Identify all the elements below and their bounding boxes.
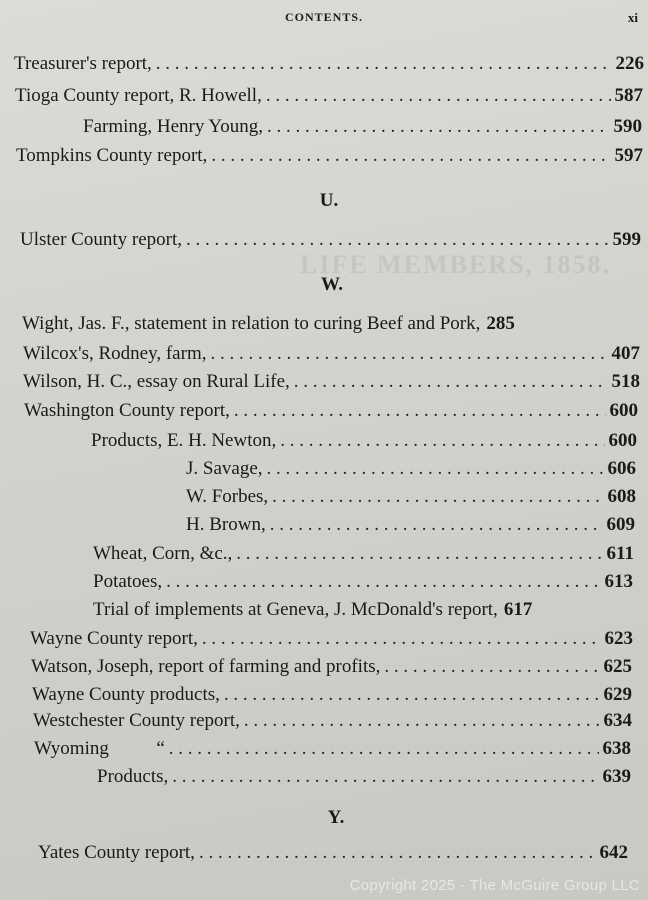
toc-entry: Farming, Henry Young, . . . 590 [83,114,642,140]
toc-entry: Yates County report, . . . 642 [38,840,628,866]
toc-entry: Wilson, H. C., essay on Rural Life, . . . 518 [23,369,640,395]
toc-entry: Trial of implements at Geneva, J. McDonald's report, 617 [93,599,533,620]
toc-entry: W. Forbes, . . . 608 [186,484,636,510]
page-title: CONTENTS. [284,10,364,24]
toc-entry: Washington County report, . . . 600 [24,398,638,424]
toc-entry: H. Brown, . . . 609 [186,512,635,538]
page-header [0,8,648,30]
bleed-through-heading: LIFE MEMBERS, 1858. [300,250,612,279]
toc-entry: Watson, Joseph, report of farming and profits, . . . 625 [31,654,632,680]
toc-entry: Wayne County report, . . . 623 [30,626,633,652]
toc-entry: Wilcox's, Rodney, farm, . . . 407 [23,341,640,367]
toc-entry: Westchester County report, . . . 634 [33,708,632,734]
toc-entry: Potatoes, . . . 613 [93,569,633,595]
section-letter-y: Y. [327,807,345,828]
section-letter-w: W. [320,274,343,295]
toc-entry: Wheat, Corn, &c., . . . 611 [93,541,634,567]
toc-entry: Wight, Jas. F., statement in relation to curing Beef and Pork, 285 [22,313,515,334]
toc-entry: Tioga County report, R. Howell, . . . 587 [15,83,643,109]
page-number: xi [627,10,638,25]
copyright-watermark: Copyright 2025 - The McGuire Group LLC [349,877,640,894]
toc-entry: Tompkins County report, . . . 597 [16,143,643,169]
section-letter-u: U. [319,190,339,211]
toc-entry: Wyoming “ . . . 638 [34,736,631,762]
toc-entry: J. Savage, . . . 606 [186,456,636,482]
toc-entry: Wayne County products, . . . 629 [32,682,632,708]
toc-entry: Treasurer's report, . . . 226 [14,51,644,77]
toc-entry: Products, . . . 639 [97,764,631,790]
toc-entry: Ulster County report, . . . 599 [20,227,641,253]
toc-entry: Products, E. H. Newton, . . . 600 [91,428,637,454]
